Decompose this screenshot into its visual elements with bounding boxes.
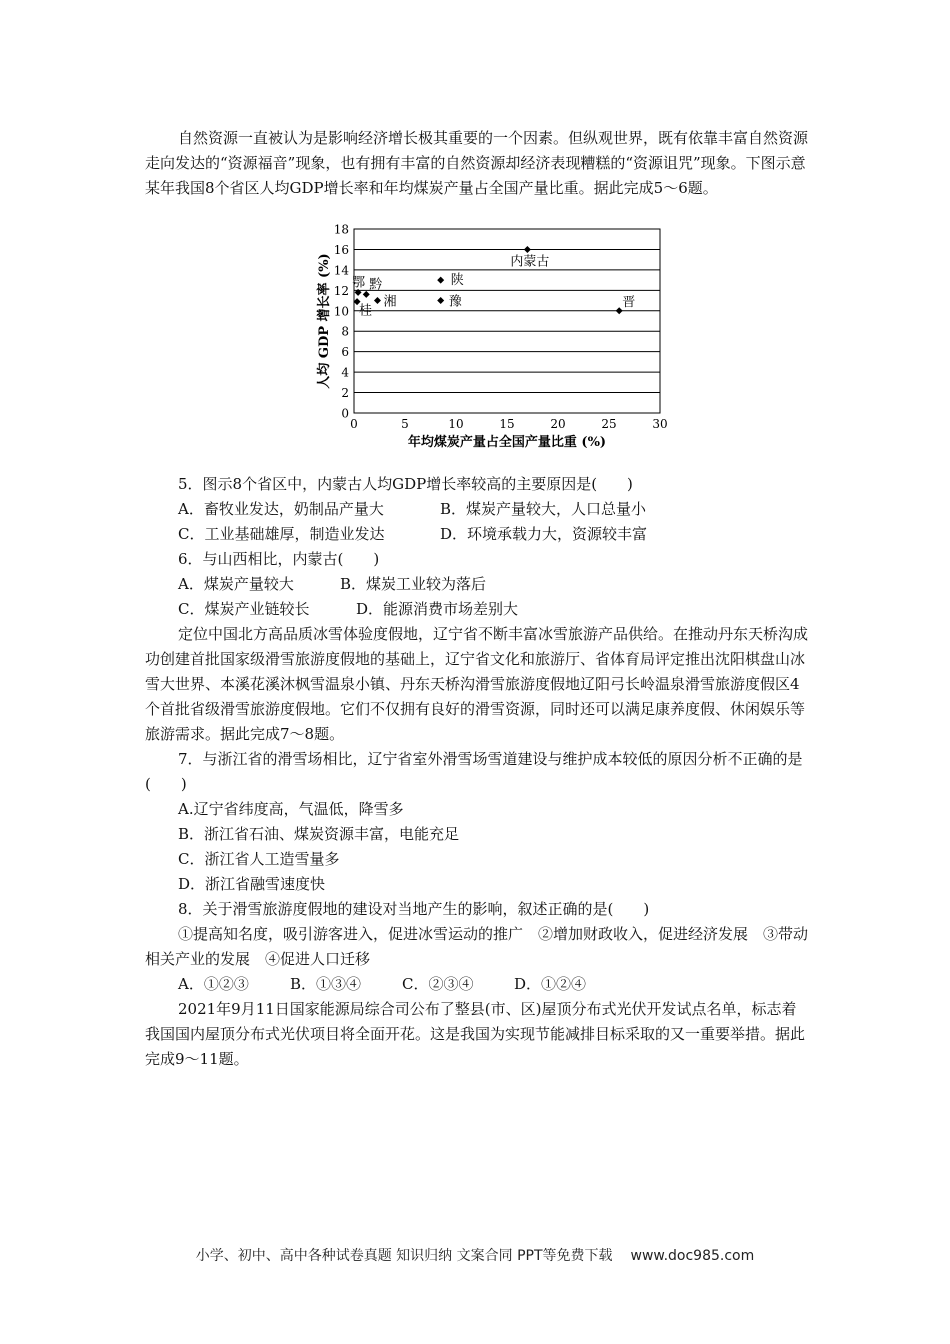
footer-text: 小学、初中、高中各种试卷真题 知识归纳 文案合同 PPT等免费下载 (195, 1248, 613, 1264)
y-tick-label: 8 (341, 324, 349, 339)
y-tick-label: 0 (341, 406, 349, 421)
passage-intro-ski: 定位中国北方高品质冰雪体验度假地，辽宁省不断丰富冰雪旅游产品供给。在推动丹东天桥沟成功创建首批国家级滑雪旅游度假地的基础上，辽宁省文化和旅游厅、省体育局评定推出沈阳棋盘山冰雪大世界、本溪花溪沐枫雪温泉小镇、丹东天桥沟滑雪旅游度假地辽阳弓长岭温泉滑雪旅游度假区4个首批省级滑雪旅游度假地。它们不仅拥有良好的滑雪资源，同时还可以满足康养度假、休闲娱乐等旅游需求。据此完成7～8题。 (145, 625, 809, 743)
x-tick-label: 5 (401, 417, 409, 431)
data-point-marker (374, 297, 381, 304)
x-tick-label: 30 (652, 417, 668, 431)
data-point-marker (437, 277, 444, 284)
x-tick-labels (350, 417, 667, 431)
x-tick-label: 15 (499, 417, 515, 431)
y-tick-label: 14 (333, 263, 349, 278)
question-7-option-b[interactable]: B．浙江省石油、煤炭资源丰富，电能充足 (178, 825, 460, 843)
chart-grid (354, 249, 660, 392)
question-8-option-d[interactable]: D．①②④ (514, 975, 587, 993)
y-tick-labels (334, 224, 350, 421)
x-tick-label: 25 (601, 417, 617, 431)
data-point-label: 陕 (450, 273, 464, 289)
data-point-label: 豫 (448, 294, 462, 310)
question-5-stem: 5．图示8个省区中，内蒙古人均GDP增长率较高的主要原因是( ) (178, 475, 633, 493)
x-tick-label: 10 (448, 417, 464, 431)
data-points (352, 246, 635, 319)
question-6-stem: 6．与山西相比，内蒙古( ) (178, 550, 380, 568)
passage-intro-resources: 自然资源一直被认为是影响经济增长极其重要的一个因素。但纵观世界，既有依靠丰富自然资源走向发达的“资源福音”现象，也有拥有丰富的自然资源却经济表现糟糕的“资源诅咒”现象。下图示意某年我国8个省区人均GDP增长率和年均煤炭产量占全国产量比重。据此完成5～6题。 (145, 129, 809, 197)
page-footer (0, 1245, 950, 1265)
y-tick-label: 10 (333, 304, 349, 319)
y-axis-label: 人均 GDP 增长率 (%) (317, 253, 332, 389)
footer-url[interactable]: www.doc985.com (630, 1248, 755, 1264)
question-6-option-a[interactable]: A．煤炭产量较大 (178, 575, 294, 593)
y-tick-label: 6 (341, 345, 349, 360)
question-8-items: ①提高知名度，吸引游客进入，促进冰雪运动的推广 ②增加财政收入，促进经济发展 ③带动相关产业的发展 ④促进人口迁移 (145, 925, 809, 968)
question-5-option-d[interactable]: D．环境承载力大，资源较丰富 (440, 525, 648, 543)
data-point-label: 桂 (359, 303, 373, 319)
question-7-stem: 7．与浙江省的滑雪场相比，辽宁省室外滑雪场雪道建设与维护成本较低的原因分析不正确的是( ) (145, 750, 803, 793)
data-point-label: 内蒙古 (510, 254, 550, 270)
question-5-option-a[interactable]: A．畜牧业发达，奶制品产量大 (178, 500, 384, 518)
question-6-option-c[interactable]: C．煤炭产业链较长 (178, 600, 310, 618)
y-tick-label: 4 (341, 365, 349, 380)
question-8-option-b[interactable]: B．①③④ (290, 975, 362, 993)
question-7-option-d[interactable]: D．浙江省融雪速度快 (178, 875, 326, 893)
y-tick-label: 16 (333, 242, 349, 257)
x-axis-label: 年均煤炭产量占全国产量比重 (%) (407, 435, 607, 450)
question-8-option-a[interactable]: A．①②③ (178, 975, 249, 993)
plot-frame (354, 229, 660, 413)
data-point-label: 湘 (383, 294, 397, 310)
data-point-label: 鄂 (352, 275, 366, 291)
question-6-option-d[interactable]: D．能源消费市场差别大 (356, 600, 519, 618)
question-8-option-c[interactable]: C．②③④ (402, 975, 474, 993)
question-8-stem: 8．关于滑雪旅游度假地的建设对当地产生的影响，叙述正确的是( ) (178, 900, 650, 918)
passage-intro-solar: 2021年9月11日国家能源局综合司公布了整县(市、区)屋顶分布式光伏开发试点名单，标志着我国国内屋顶分布式光伏项目将全面开花。这是我国为实现节能减排目标采取的又一重要举措。据此完成9～11题。 (145, 1000, 806, 1068)
data-point-marker (524, 246, 531, 253)
x-tick-label: 20 (550, 417, 566, 431)
question-5-option-c[interactable]: C．工业基础雄厚，制造业发达 (178, 525, 385, 543)
data-point-marker (437, 297, 444, 304)
data-point-label: 黔 (369, 277, 383, 293)
question-7-option-c[interactable]: C．浙江省人工造雪量多 (178, 850, 340, 868)
y-tick-label: 18 (333, 224, 349, 237)
data-point-label: 晋 (622, 294, 636, 310)
y-tick-label: 2 (341, 386, 349, 401)
y-tick-label: 12 (333, 283, 349, 298)
question-7-option-a[interactable]: A.辽宁省纬度高，气温低，降雪多 (178, 800, 404, 818)
question-6-option-b[interactable]: B．煤炭工业较为落后 (340, 575, 487, 593)
scatter-chart (310, 224, 680, 456)
question-5-option-b[interactable]: B．煤炭产量较大，人口总量小 (440, 500, 647, 518)
x-tick-label: 0 (350, 417, 358, 431)
